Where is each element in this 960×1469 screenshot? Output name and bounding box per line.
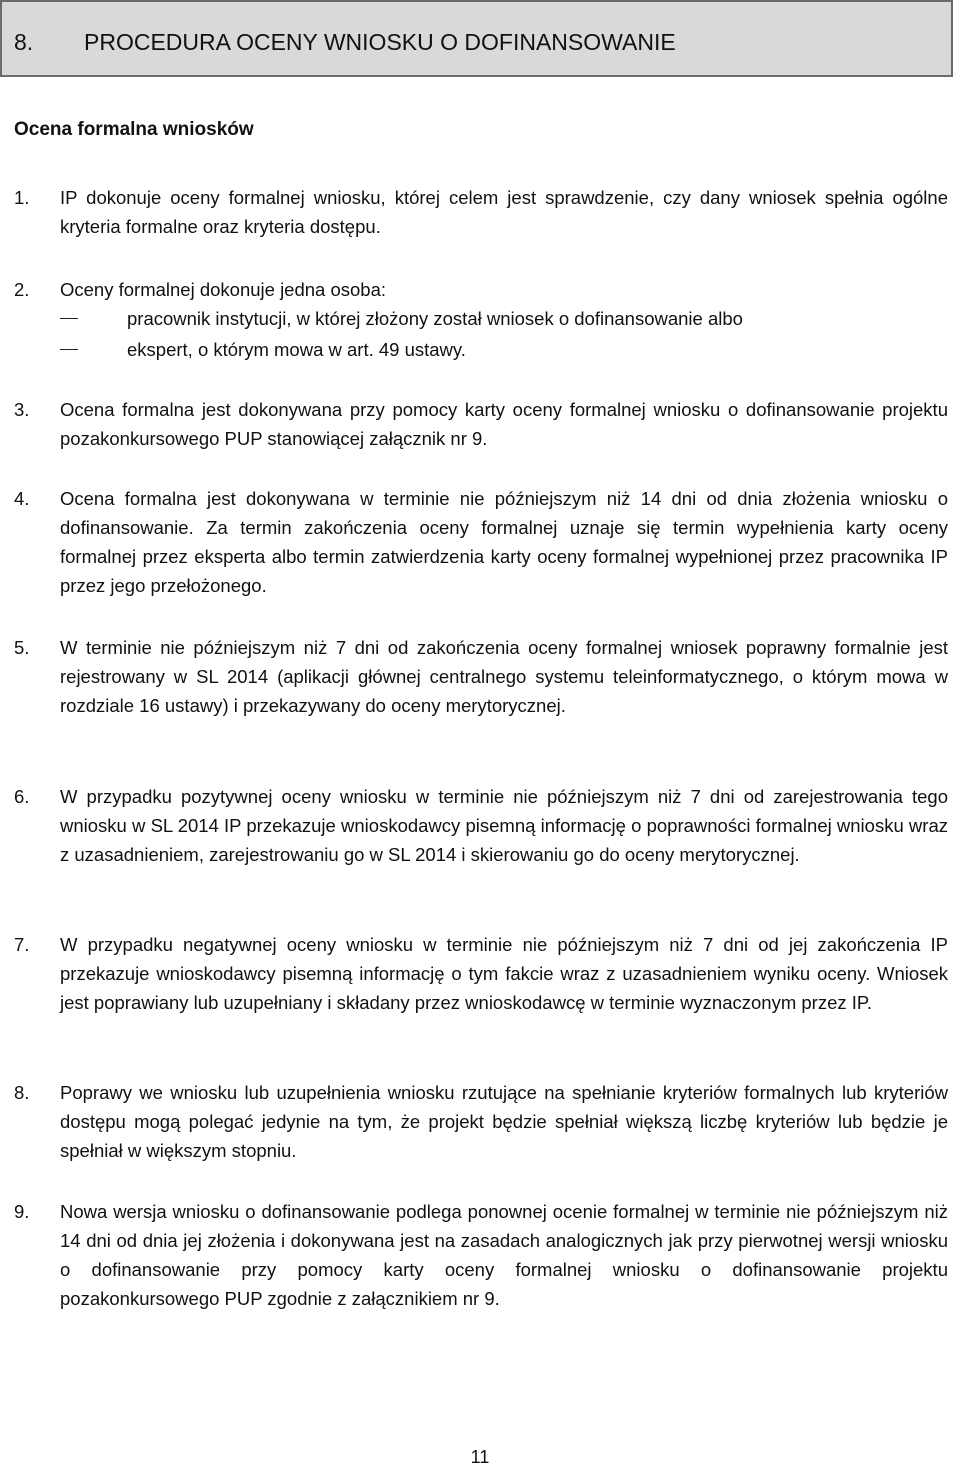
bullet-text: ekspert, o którym mowa w art. 49 ustawy. (127, 339, 466, 360)
bullet-text: pracownik instytucji, w której złożony został wniosek o dofinansowanie albo (127, 308, 743, 329)
subsection-title: Ocena formalna wniosków (14, 119, 254, 140)
dash-icon (60, 349, 78, 350)
list-item-text: W przypadku negatywnej oceny wniosku w terminie nie późniejszym niż 7 dni od jej zakończenia IP przekazuje wnioskodawcy pisemną informację o tym fakcie wraz z uzasadnieniem wyniku oceny. Wniosek jest poprawiany lub uzupełniany i składany przez wnioskodawcę w terminie wyznaczonym przez IP. (60, 934, 948, 1013)
section-number: 8. (14, 29, 34, 55)
list-item-text: IP dokonuje oceny formalnej wniosku, której celem jest sprawdzenie, czy dany wniosek spełnia ogólne kryteria formalne oraz kryteria dostępu. (60, 187, 948, 237)
bullet-list (60, 304, 940, 366)
list-item-text: W przypadku pozytywnej oceny wniosku w terminie nie późniejszym niż 7 dni od zarejestrowania tego wniosku w SL 2014 IP przekazuje wnioskodawcy pisemną informację o poprawności formalnej wniosku wraz z uzasadnieniem, zarejestrowaniu go w SL 2014 i skierowaniu go do oceny merytorycznej. (60, 786, 948, 865)
list-item-number: 3. (14, 399, 30, 420)
list-item-text: Poprawy we wniosku lub uzupełnienia wniosku rzutujące na spełnianie kryteriów formalnych lub kryteriów dostępu mogą polegać jedynie na tym, że projekt będzie spełniał większą liczbę kryteriów lub będzie je spełniał w większym stopniu. (60, 1082, 948, 1161)
list-item-number: 1. (14, 187, 30, 208)
list-item-text: Oceny formalnej dokonuje jedna osoba: (60, 279, 387, 300)
list-item-number: 9. (14, 1201, 30, 1222)
list-item-number: 8. (14, 1082, 30, 1103)
page-number: 11 (470, 1447, 490, 1467)
list-item-text: W terminie nie późniejszym niż 7 dni od zakończenia oceny formalnej wniosek poprawny formalnie jest rejestrowany w SL 2014 (aplikacji głównej centralnego systemu teleinformatycznego, o którym mowa w rozdziale 16 ustawy) i przekazywany do oceny merytorycznej. (60, 637, 948, 716)
bullet-item (60, 304, 940, 335)
list-item-text: Nowa wersja wniosku o dofinansowanie podlega ponownej ocenie formalnej w terminie nie późniejszym niż 14 dni od dnia jej złożenia i dokonywana jest na zasadach analogicznych jak przy pierwotnej wersji wniosku o dofinansowanie przy pomocy karty oceny formalnej wniosku o dofinansowanie projektu pozakonkursowego PUP zgodnie z załącznikiem nr 9. (60, 1201, 948, 1309)
list-item-number: 2. (14, 279, 30, 300)
list-item-number: 6. (14, 786, 30, 807)
bullet-item (60, 335, 940, 366)
dash-icon (60, 318, 78, 319)
list-item-number: 4. (14, 488, 30, 509)
list-item-number: 7. (14, 934, 30, 955)
section-title: PROCEDURA OCENY WNIOSKU O DOFINANSOWANIE (84, 29, 676, 55)
list-item-text: Ocena formalna jest dokonywana przy pomocy karty oceny formalnej wniosku o dofinansowanie projektu pozakonkursowego PUP stanowiącej załącznik nr 9. (60, 399, 948, 449)
list-item-text: Ocena formalna jest dokonywana w terminie nie późniejszym niż 14 dni od dnia złożenia wniosku o dofinansowanie. Za termin zakończenia oceny formalnej uznaje się termin wypełnienia karty oceny formalnej przez eksperta albo termin zatwierdzenia karty oceny formalnej wypełnionej przez pracownika IP przez jego przełożonego. (60, 488, 948, 596)
list-item-number: 5. (14, 637, 30, 658)
section-header (0, 0, 953, 77)
